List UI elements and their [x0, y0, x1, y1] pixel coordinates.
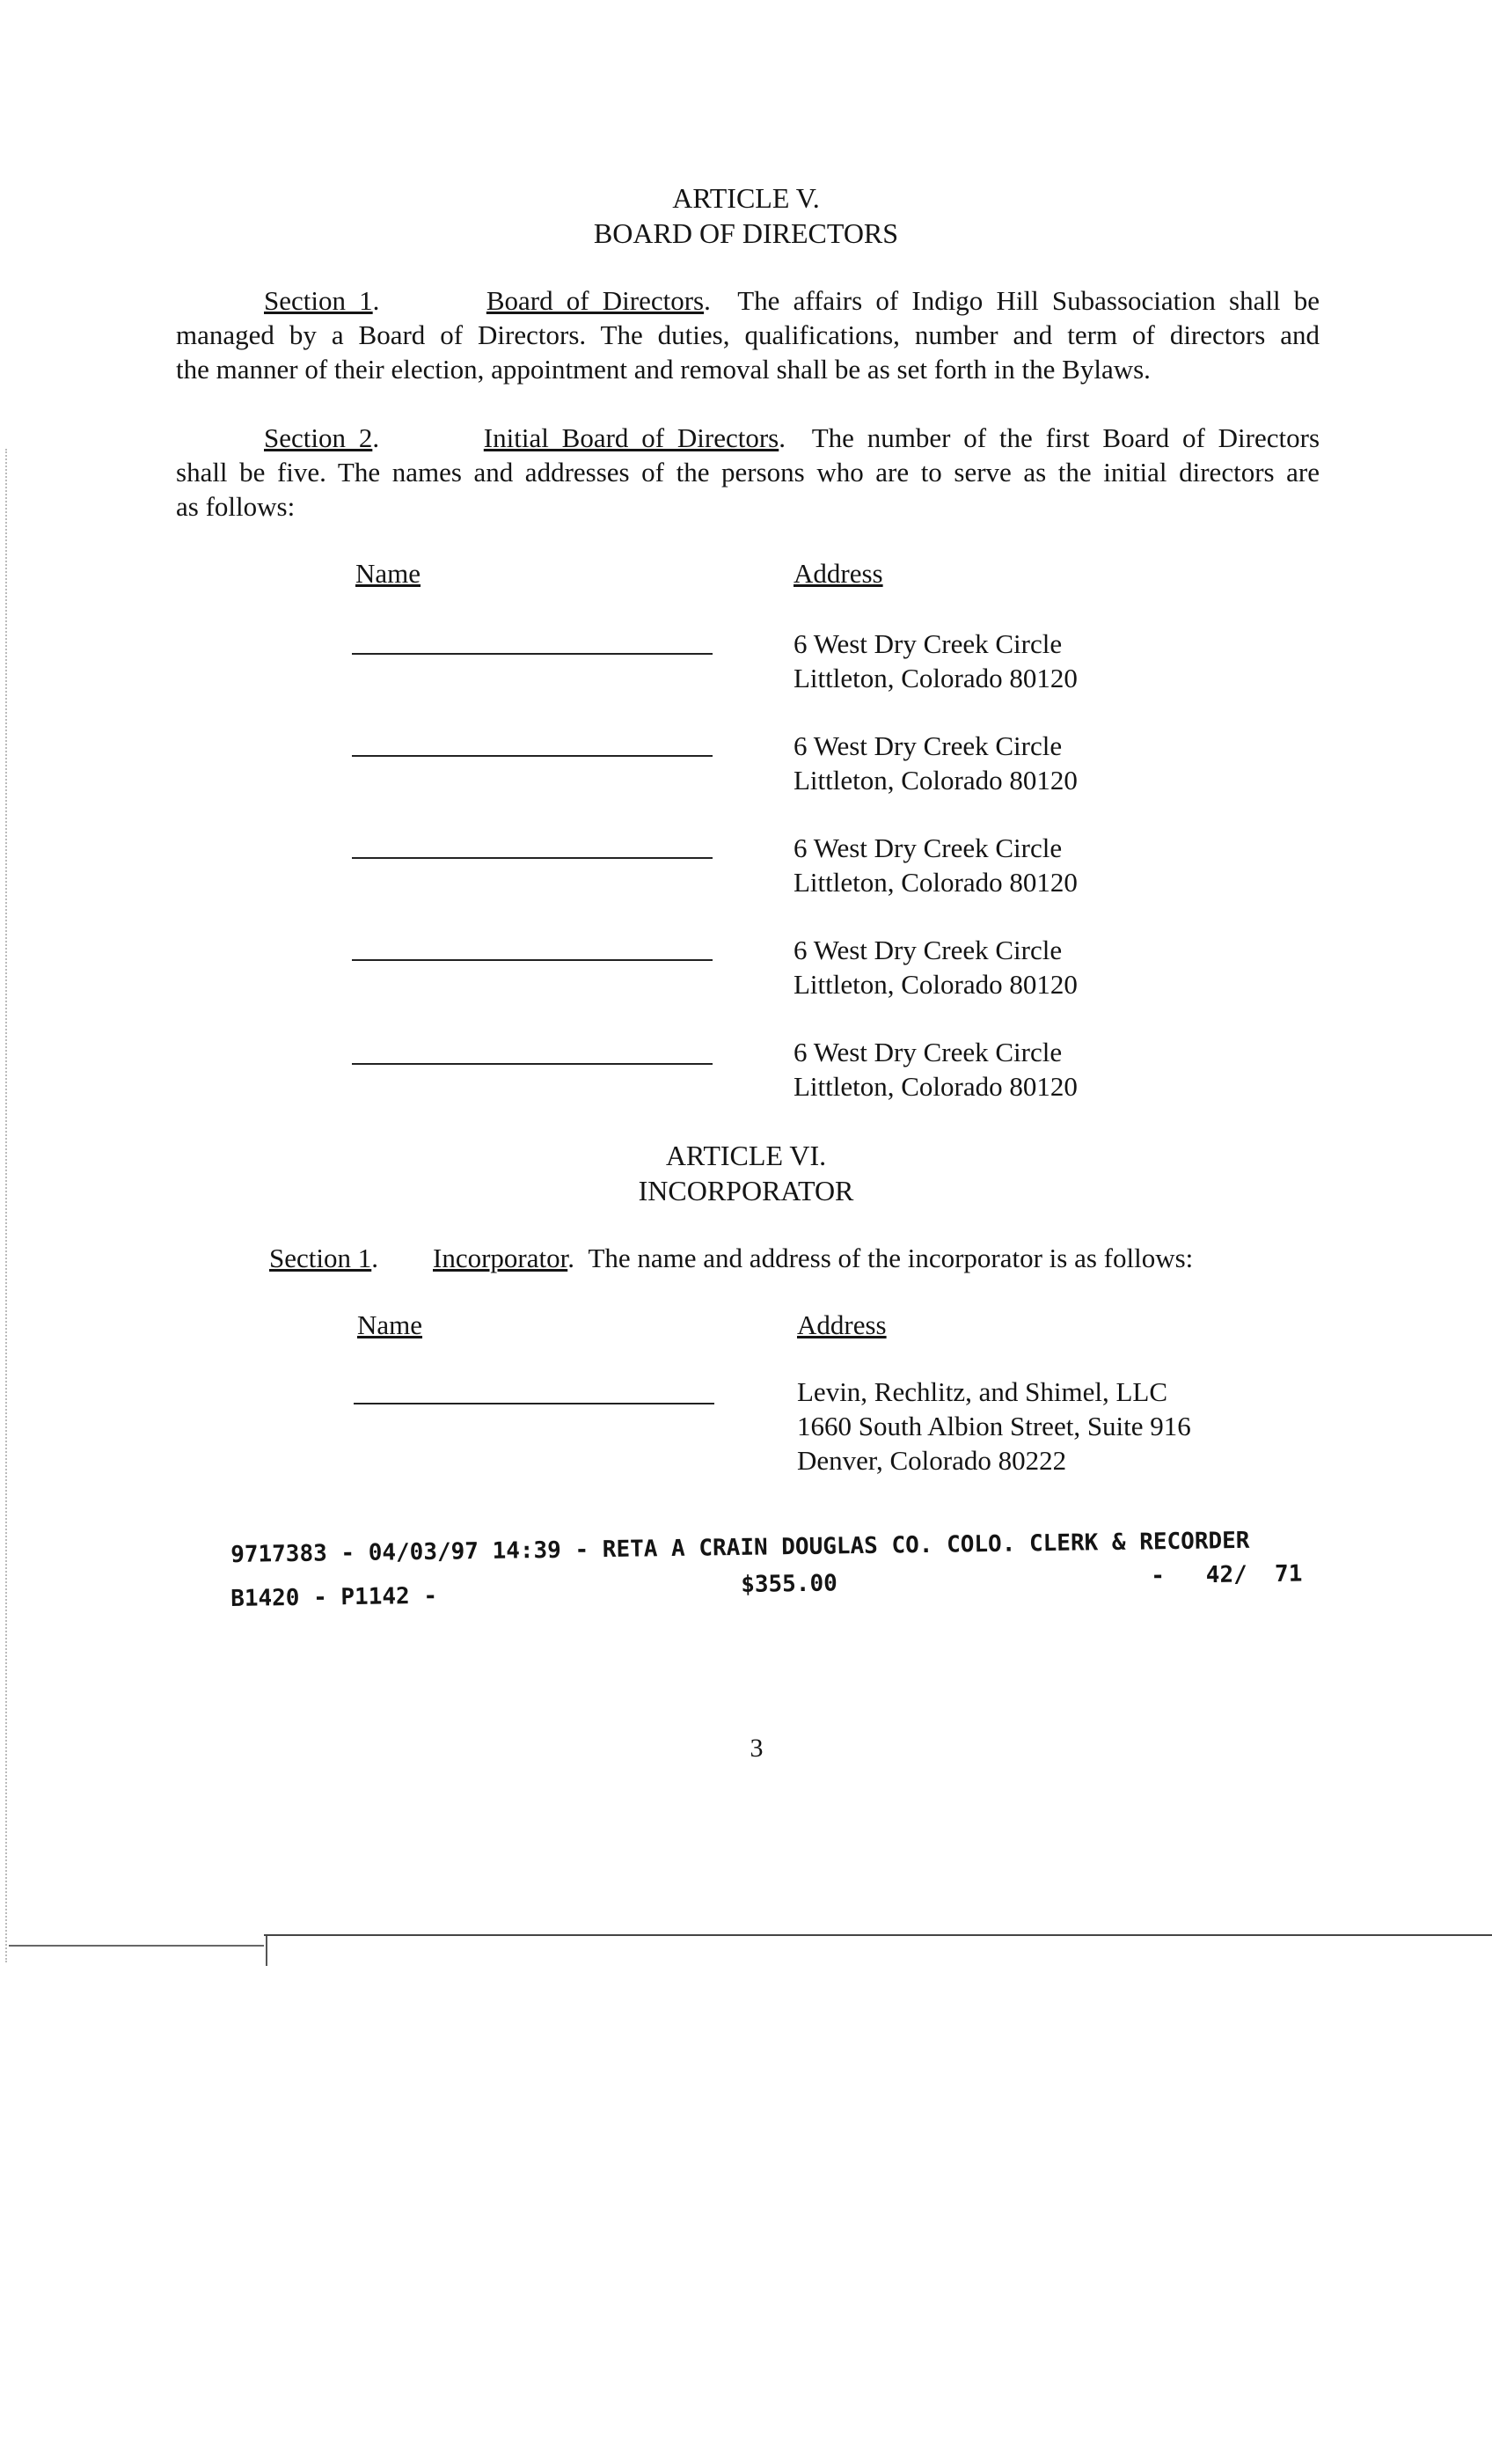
address-line-3: Denver, Colorado 80222 [797, 1445, 1067, 1476]
incorporator-name-signature-line [354, 1403, 714, 1404]
section-text: The name and address of the incorporator is as follows: [588, 1243, 1194, 1273]
recording-stamp-pages: - 42/ 71 [1151, 1560, 1303, 1589]
recording-stamp-fee: $355.00 [741, 1570, 837, 1598]
address-line-2: Littleton, Colorado 80120 [794, 969, 1078, 1000]
section-label: Section 1 [269, 1243, 372, 1273]
scan-edge-line-right [264, 1934, 1492, 1936]
section-2-line-2: shall be five. The names and addresses of the persons who are to serve as the initial directors are [176, 457, 1320, 488]
incorporator-address [797, 1375, 1191, 1478]
section-heading: Initial Board of Directors [483, 422, 779, 453]
director-address [794, 1035, 1078, 1104]
section-heading: Incorporator [433, 1243, 568, 1273]
section-heading: Board of Directors [486, 285, 705, 316]
section-text: The affairs of Indigo Hill Subassociation shall be [737, 285, 1320, 316]
address-line-1: Levin, Rechlitz, and Shimel, LLC [797, 1376, 1167, 1407]
address-line-2: Littleton, Colorado 80120 [794, 765, 1078, 796]
section-label: Section 2 [264, 422, 373, 453]
address-line-1: 6 West Dry Creek Circle [794, 1037, 1063, 1067]
article-v-subtitle: BOARD OF DIRECTORS [593, 217, 899, 249]
director-address [794, 729, 1078, 797]
address-column-header: Address [794, 558, 883, 589]
director-name-signature-line [352, 653, 713, 655]
director-name-signature-line [352, 857, 713, 859]
address-line-2: Littleton, Colorado 80120 [794, 867, 1078, 898]
scan-edge-line-left [9, 1945, 264, 1947]
article-v-title: ARTICLE V. [672, 182, 820, 214]
section-2-first-line: Section 2. Initial Board of Directors. The number of the first Board of Directors [264, 422, 1320, 453]
director-name-signature-line [352, 755, 713, 757]
address-line-2: Littleton, Colorado 80120 [794, 663, 1078, 693]
section-1-line-2: managed by a Board of Directors. The duties, qualifications, number and term of directors and [176, 319, 1320, 350]
address-line-2: 1660 South Albion Street, Suite 916 [797, 1411, 1191, 1441]
director-name-signature-line [352, 1063, 713, 1065]
section-2-line-3: as follows: [176, 491, 296, 522]
address-line-1: 6 West Dry Creek Circle [794, 730, 1063, 761]
section-text: The number of the first Board of Directors [811, 422, 1320, 453]
recording-stamp-book-page: B1420 - P1142 - [230, 1582, 438, 1612]
article-vi-subtitle: INCORPORATOR [638, 1175, 854, 1206]
address-line-1: 6 West Dry Creek Circle [794, 935, 1063, 965]
address-line-2: Littleton, Colorado 80120 [794, 1071, 1078, 1102]
name-column-header: Name [357, 1309, 423, 1340]
recording-stamp-line-1: 9717383 - 04/03/97 14:39 - RETA A CRAIN DOUGLAS CO. COLO. CLERK & RECORDER [230, 1527, 1250, 1568]
section-1-line-3: the manner of their election, appointment and removal shall be as set forth in the Bylaws. [176, 354, 1151, 385]
address-line-1: 6 West Dry Creek Circle [794, 628, 1063, 659]
section-1-first-line: Section 1. Board of Directors. The affairs of Indigo Hill Subassociation shall be [264, 285, 1320, 316]
section-label: Section 1 [264, 285, 373, 316]
page-number: 3 [750, 1734, 764, 1763]
director-address [794, 627, 1078, 695]
director-name-signature-line [352, 959, 713, 961]
address-column-header: Address [797, 1309, 887, 1340]
article-v-section-1 [176, 283, 1320, 386]
director-address [794, 831, 1078, 899]
name-column-header: Name [355, 558, 421, 589]
director-address [794, 933, 1078, 1001]
article-vi-section-1: Section 1. Incorporator. The name and address of the incorporator is as follows: [269, 1243, 1194, 1273]
address-line-1: 6 West Dry Creek Circle [794, 832, 1063, 863]
scan-edge-tick [266, 1936, 267, 1966]
article-v-section-2 [176, 421, 1320, 524]
article-vi-title: ARTICLE VI. [665, 1140, 827, 1171]
